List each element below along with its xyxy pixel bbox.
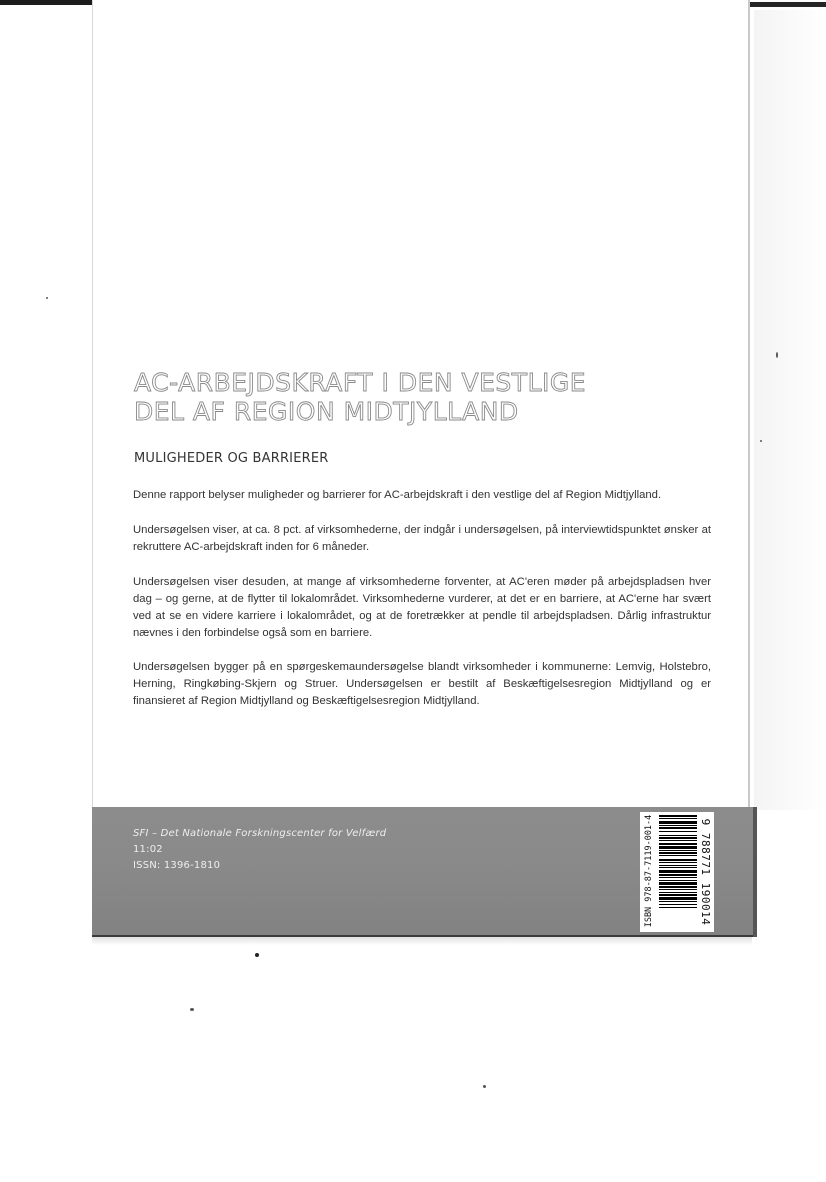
report-number: 11:02 (133, 844, 163, 855)
page-edge-right (748, 0, 750, 810)
scan-margin-right (754, 10, 826, 810)
publisher-name: SFI – Det Nationale Forskningscenter for Velfærd (133, 828, 387, 839)
scan-speck (255, 953, 259, 957)
scan-speck (190, 1008, 194, 1011)
footer-band-edge (753, 807, 757, 937)
publisher-info (133, 826, 386, 874)
issn-number: ISSN: 1396-1810 (133, 860, 221, 871)
summary-paragraph-2: Undersøgelsen viser, at ca. 8 pct. af virksomhederne, der indgår i undersøgelsen, på interviewtidspunktet ønsker at rekruttere AC-arbejdskraft inden for 6 måneder. (133, 524, 711, 553)
scan-speck (760, 440, 762, 442)
scan-speck (46, 297, 48, 299)
page-bottom-shadow (92, 937, 752, 945)
report-subtitle: MULIGHEDER OG BARRIERER (134, 451, 329, 466)
page-edge-left (92, 0, 93, 935)
summary-paragraph-4: Undersøgelsen bygger på en spørgeskemaundersøgelse blandt virksomheder i kommunerne: Lemvig, Holstebro, Herning, Ringkøbing-Skjern og Struer. Undersøgelsen er bestilt af Beskæftigelsesregion Midtjylland og er finansieret af Region Midtjylland og Beskæftigelsesregion Midtjylland. (133, 661, 711, 707)
back-cover-page (92, 0, 748, 935)
report-title-line-1: AC-ARBEJDSKRAFT I DEN VESTLIGE (134, 368, 587, 397)
summary-paragraph-1: Denne rapport belyser muligheder og barrierer for AC-arbejdskraft i den vestlige del af Region Midtjylland. (133, 489, 662, 501)
scan-edge-top-right (748, 2, 826, 7)
barcode-bars-icon (659, 815, 697, 929)
isbn-barcode (640, 812, 714, 932)
barcode-gap (659, 908, 697, 909)
isbn-label: ISBN 978-87-7119-001-4 (644, 814, 654, 928)
scan-speck (776, 352, 778, 358)
barcode-digits: 9 788771 190014 (699, 818, 712, 926)
scan-speck (483, 1085, 486, 1088)
report-title-line-2: DEL AF REGION MIDTJYLLAND (134, 397, 519, 426)
report-title (134, 368, 586, 426)
scan-edge-top (0, 0, 92, 5)
summary-paragraph-3: Undersøgelsen viser desuden, at mange af virksomhederne forventer, at AC'eren møder på arbejdspladsen hver dag – og gerne, at de flytter til lokalområdet. Virksomhederne vurderer, at det er en barriere, at AC'erne har svært ved at se en videre karriere i lokalområdet, og at de foretrækker at pendle til arbejdspladsen. Dårlig infrastruktur nævnes i den forbindelse også som en barriere. (133, 576, 711, 639)
